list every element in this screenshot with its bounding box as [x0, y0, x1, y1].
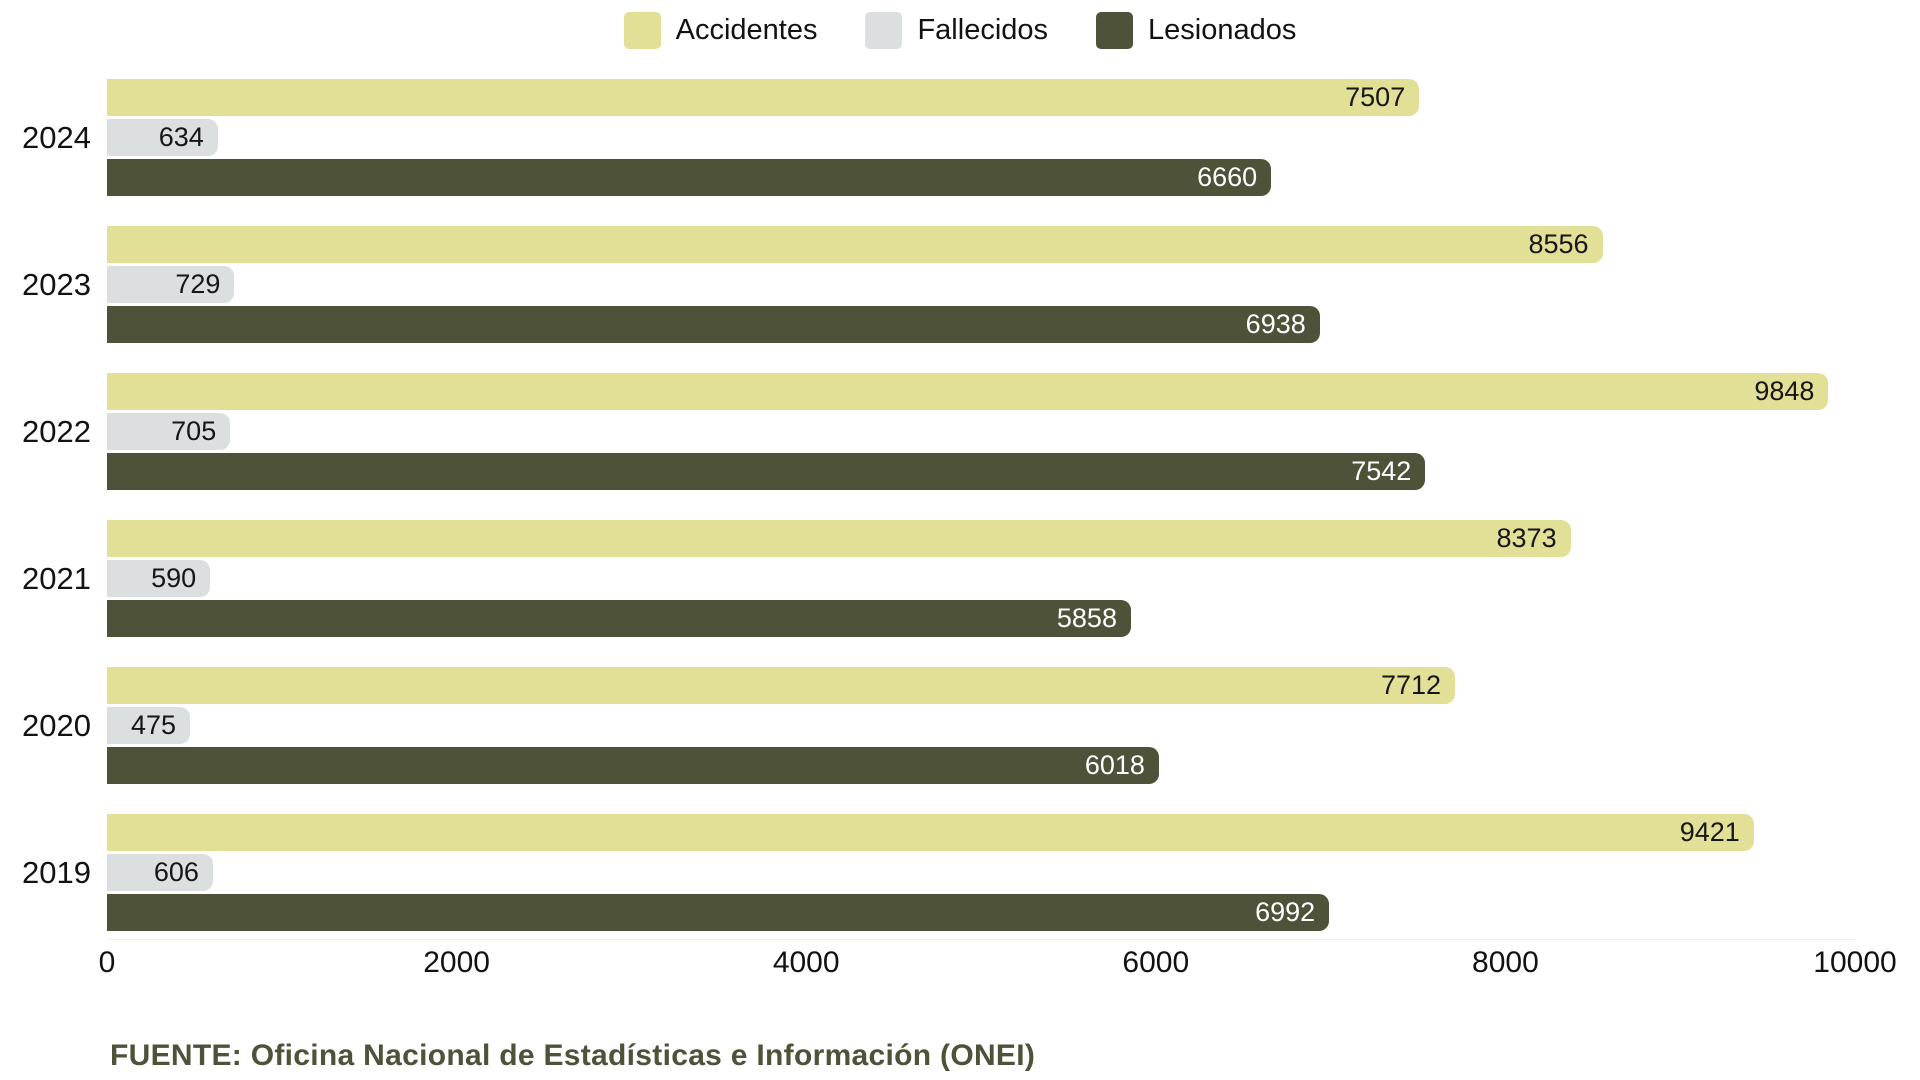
bar-fallecidos-2019: [107, 854, 213, 891]
bar-value: 6992: [1255, 897, 1316, 927]
group-bars: [107, 520, 1855, 637]
bar-fallecidos-2021: [107, 560, 210, 597]
year-label: 2020: [22, 707, 91, 743]
bar-track: [107, 306, 1855, 343]
bar-value: 6660: [1197, 162, 1258, 192]
bar-lesionados-2021: [107, 600, 1131, 637]
bar-value: 7542: [1351, 456, 1412, 486]
x-tick-4000: 4000: [772, 946, 840, 979]
year-group-2021: [0, 520, 1920, 637]
bar-lesionados-2020: [107, 747, 1159, 784]
x-tick-2000: 2000: [423, 946, 490, 979]
bar-track: [107, 453, 1855, 490]
year-label: 2019: [22, 854, 91, 890]
source-note: FUENTE: Oficina Nacional de Estadísticas e Información (ONEI): [110, 1039, 1036, 1072]
legend-item-accidentes: [624, 12, 818, 49]
bar-track: [107, 747, 1855, 784]
year-label: 2021: [22, 560, 91, 596]
legend-label-fallecidos: Fallecidos: [917, 14, 1049, 46]
bar-track: [107, 266, 1855, 303]
bar-fallecidos-2022: [107, 413, 230, 450]
group-bars: [107, 373, 1855, 490]
year-group-2022: [0, 373, 1920, 490]
bar-value: 606: [153, 857, 199, 887]
legend-label-accidentes: Accidentes: [675, 14, 818, 46]
bar-value: 634: [158, 122, 204, 152]
bar-lesionados-2024: [107, 159, 1271, 196]
x-tick-8000: 8000: [1472, 946, 1539, 979]
bar-track: [107, 667, 1855, 704]
year-group-2019: [0, 814, 1920, 931]
bar-value: 8373: [1496, 523, 1557, 553]
year-label: 2023: [22, 266, 91, 302]
legend-swatch-fallecidos-icon: [865, 12, 902, 49]
bar-value: 729: [175, 269, 221, 299]
chart-legend: [0, 0, 1920, 49]
bar-fallecidos-2020: [107, 707, 190, 744]
bar-rows: [0, 79, 1920, 931]
bar-track: [107, 600, 1855, 637]
bar-lesionados-2023: [107, 306, 1320, 343]
year-group-2024: [0, 79, 1920, 196]
bar-track: [107, 119, 1855, 156]
bar-accidentes-2023: [107, 226, 1603, 263]
x-tick-6000: 6000: [1122, 946, 1190, 979]
bar-accidentes-2024: [107, 79, 1419, 116]
bar-track: [107, 226, 1855, 263]
legend-item-lesionados: [1096, 12, 1296, 49]
bar-lesionados-2019: [107, 894, 1329, 931]
bar-value: 9848: [1754, 376, 1815, 406]
bar-accidentes-2022: [107, 373, 1828, 410]
bar-value: 705: [171, 416, 217, 446]
bar-value: 7507: [1345, 82, 1406, 112]
group-bars: [107, 667, 1855, 784]
bar-fallecidos-2023: [107, 266, 234, 303]
group-bars: [107, 79, 1855, 196]
x-axis: [98, 939, 1897, 981]
group-bars: [107, 226, 1855, 343]
legend-item-fallecidos: [865, 12, 1048, 49]
bar-track: [107, 854, 1855, 891]
year-group-2020: [0, 667, 1920, 784]
bar-value: 590: [151, 563, 197, 593]
bar-value: 5858: [1056, 603, 1117, 633]
year-label: 2022: [22, 413, 91, 449]
bar-value: 6018: [1084, 750, 1145, 780]
year-group-2023: [0, 226, 1920, 343]
bar-accidentes-2021: [107, 520, 1571, 557]
group-bars: [107, 814, 1855, 931]
bar-track: [107, 814, 1855, 851]
bar-track: [107, 894, 1855, 931]
bar-fallecidos-2024: [107, 119, 218, 156]
bar-track: [107, 373, 1855, 410]
legend-swatch-lesionados-icon: [1096, 12, 1133, 49]
bar-track: [107, 79, 1855, 116]
x-tick-0: 0: [98, 946, 116, 979]
bar-accidentes-2020: [107, 667, 1455, 704]
bar-value: 7712: [1380, 670, 1442, 700]
bar-chart: [0, 79, 1920, 981]
legend-label-lesionados: Lesionados: [1148, 14, 1297, 46]
bar-track: [107, 159, 1855, 196]
bar-accidentes-2019: [107, 814, 1754, 851]
bar-value: 475: [130, 710, 177, 740]
bar-track: [107, 520, 1855, 557]
bar-track: [107, 560, 1855, 597]
year-label: 2024: [22, 119, 91, 155]
bar-track: [107, 707, 1855, 744]
bar-value: 8556: [1528, 229, 1589, 259]
bar-lesionados-2022: [107, 453, 1425, 490]
bar-value: 6938: [1245, 309, 1306, 339]
bar-value: 9421: [1679, 817, 1740, 847]
x-tick-10000: 10000: [1813, 946, 1897, 979]
bar-track: [107, 413, 1855, 450]
legend-swatch-accidentes-icon: [624, 12, 661, 49]
